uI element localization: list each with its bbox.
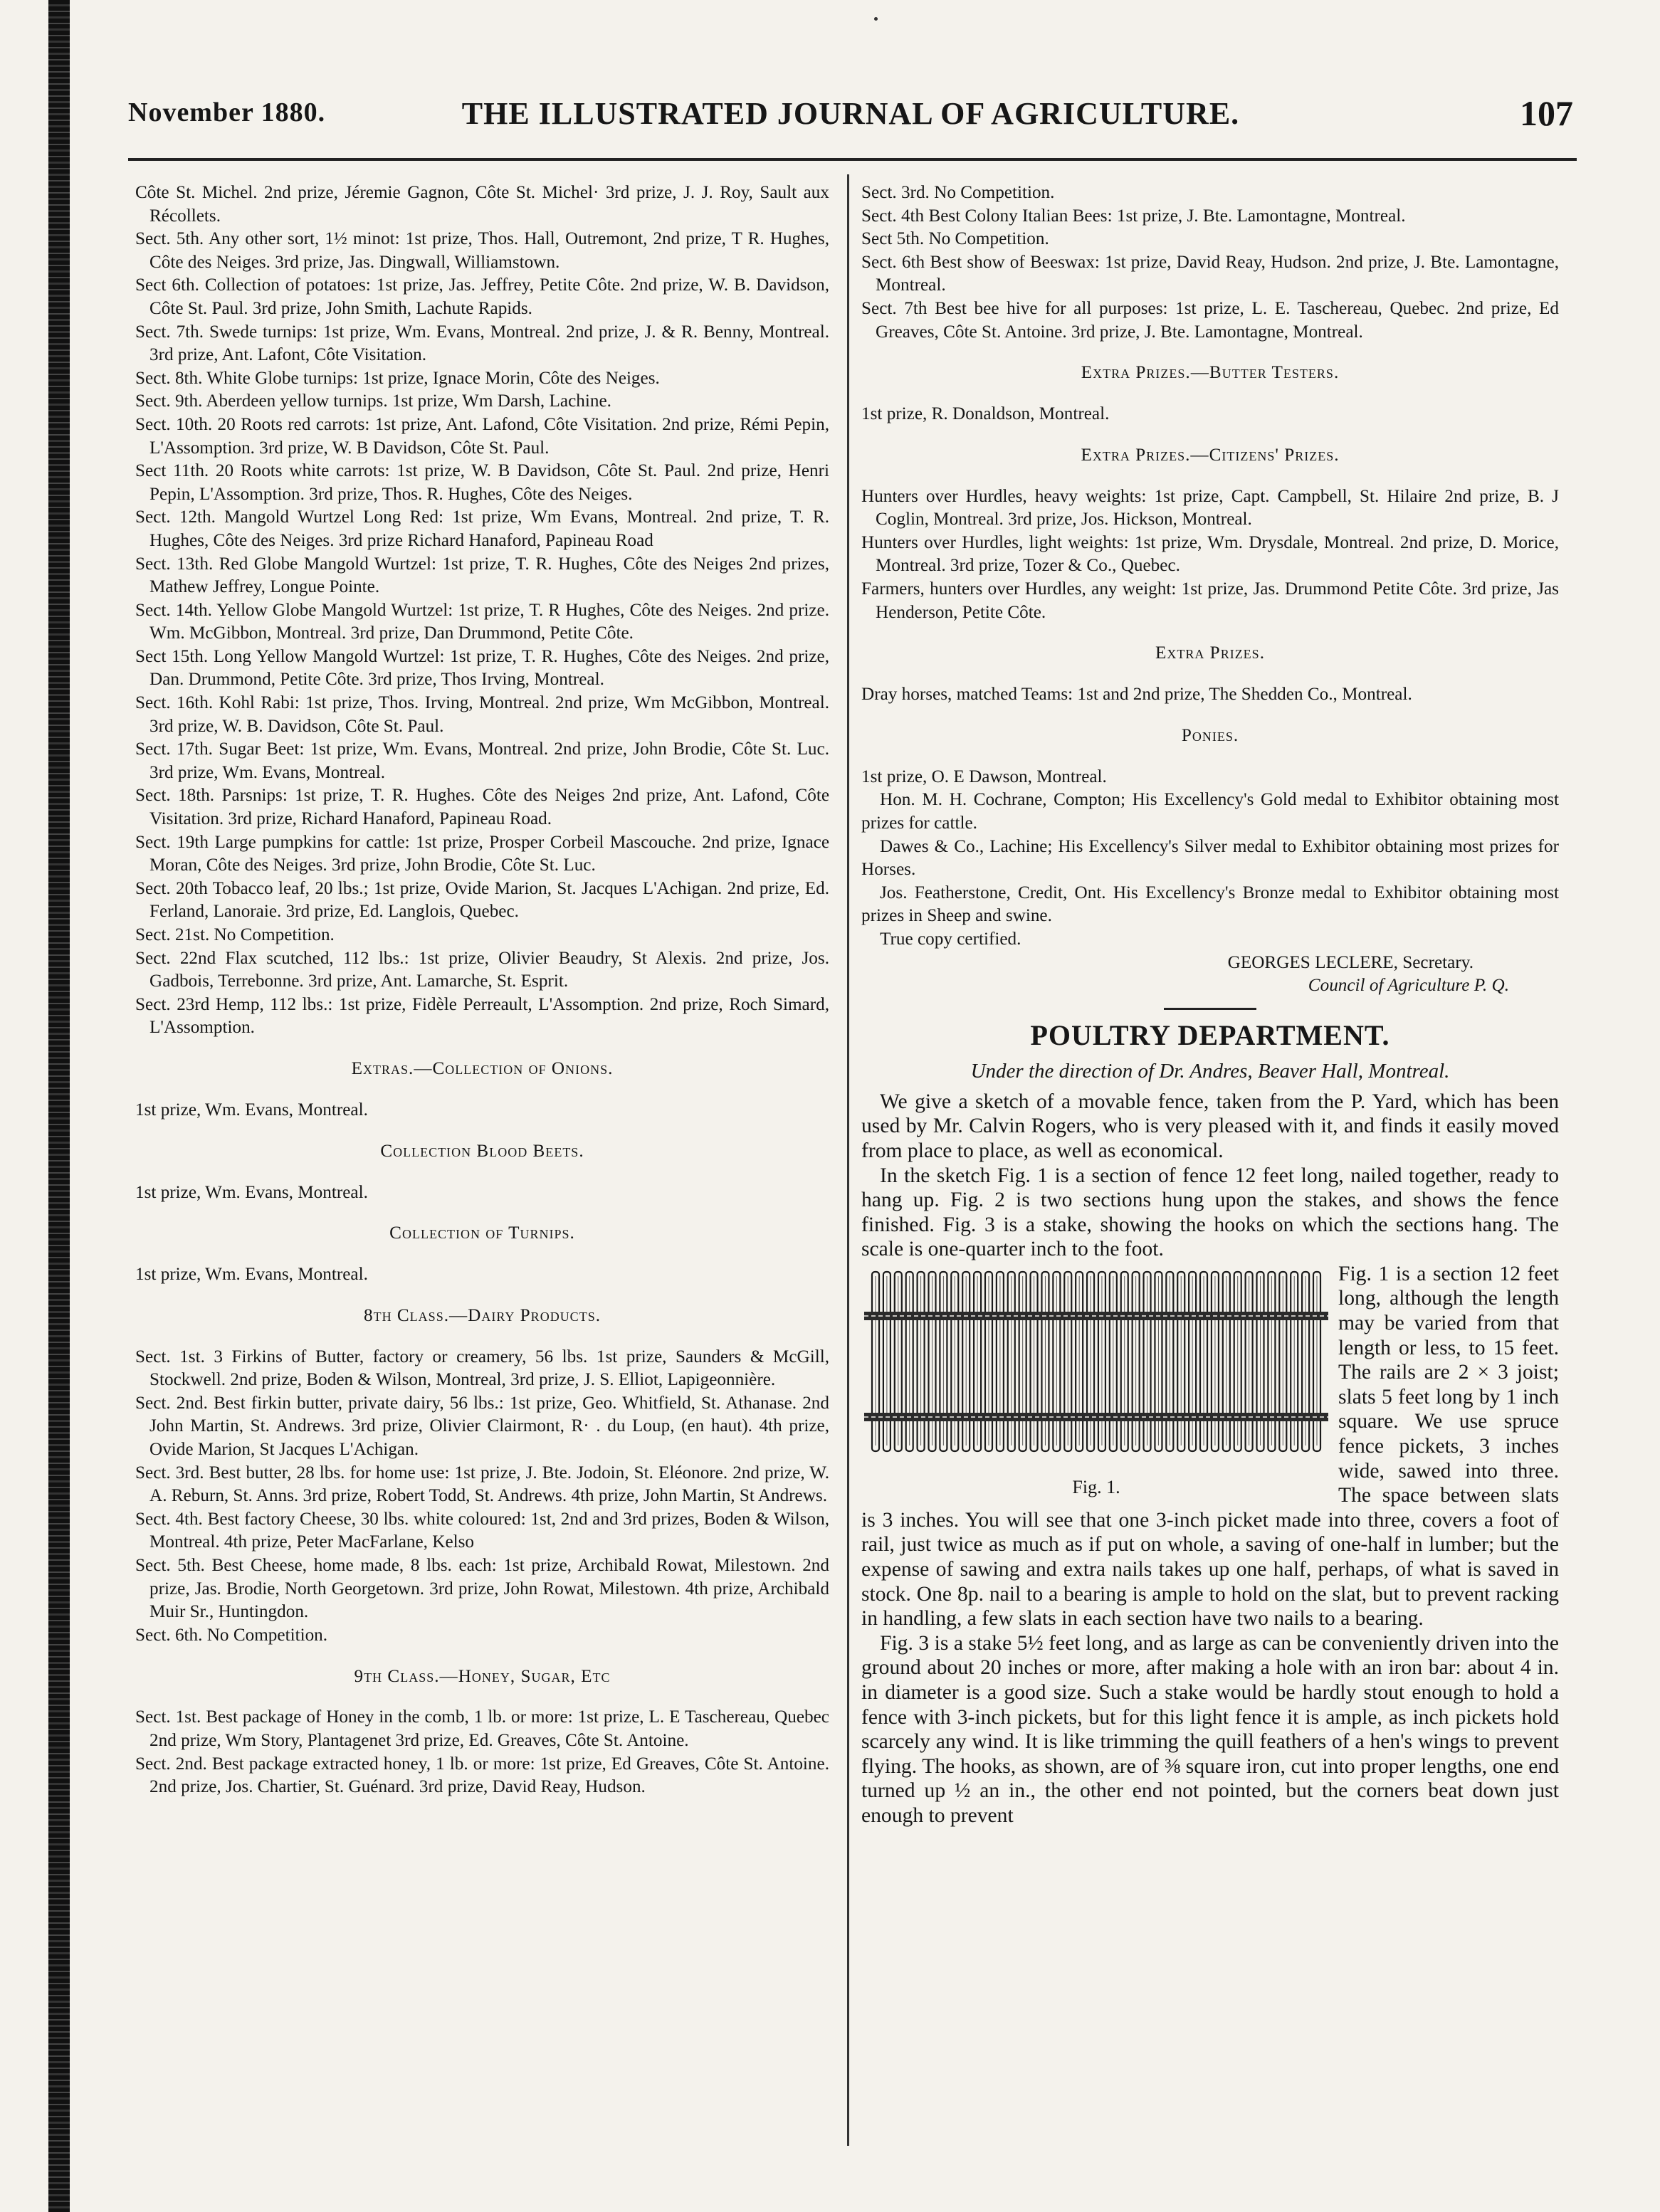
prize-entry: Sect. 5th. Any other sort, 1½ minot: 1st prize, Thos. Hall, Outremont, 2nd prize, T R. Hughes, Côte des Neiges. 3rd prize, Jas. Dingwall, Williamstown. [135, 229, 829, 272]
prize-entry: Sect. 7th Best bee hive for all purposes: 1st prize, L. E. Taschereau, Quebec. 2nd prize, Ed Greaves, Côte St. Antoine. 3rd prize, J. Bte. Lamontagne, Montreal. [861, 298, 1559, 342]
prize-entry: True copy certified. [880, 929, 1021, 949]
issue-date: November 1880. [128, 98, 326, 127]
prize-entry: Sect. 10th. 20 Roots red carrots: 1st prize, Ant. Lafond, Côte Visitation. 2nd prize, Rémi Pepin, L'Assomption. 3rd prize, W. B Davidson, Côte St. Paul. [135, 414, 829, 458]
prize-entry: Sect. 22nd Flax scutched, 112 lbs.: 1st prize, Olivier Beaudry, St Alexis. 2nd prize, Jos. Gadbois, Terrebonne. 3rd prize, Ant. Lamarche, St. Esprit. [135, 948, 829, 991]
prize-list-continued [861, 181, 1559, 998]
prize-entry: Hon. M. H. Cochrane, Compton; His Excellency's Gold medal to Exhibitor obtaining most prizes for cattle. [861, 790, 1559, 833]
prize-entry: Sect. 6th. No Competition. [135, 1625, 328, 1645]
prize-entry: Sect. 1st. Best package of Honey in the comb, 1 lb. or more: 1st prize, L. E Taschereau, Quebec 2nd prize, Wm Story, Plantagenet 3rd prize, Ed. Greaves, Côte St. Antoine. [135, 1707, 829, 1750]
fence-section-illustration [861, 1262, 1331, 1475]
speck [874, 17, 878, 21]
prize-entry: Dray horses, matched Teams: 1st and 2nd prize, The Shedden Co., Montreal. [861, 685, 1412, 705]
left-column [135, 181, 829, 1799]
prize-entry: Sect 11th. 20 Roots white carrots: 1st prize, W. B Davidson, Côte St. Paul. 2nd prize, Henri Pepin, L'Assomption. 3rd prize, Thos. R. Hughes, Côte des Neiges. [135, 461, 829, 504]
prize-entry: Sect 5th. No Competition. [861, 229, 1049, 249]
prize-entry: Sect 15th. Long Yellow Mangold Wurtzel: 1st prize, T. R. Hughes, Côte des Neiges. 2nd prize, Dan. Drummond, Petite Côte. 3rd prize, Thos Irving, Montreal. [135, 646, 829, 690]
prize-entry: GEORGES LECLERE, Secretary. [1227, 952, 1473, 972]
poultry-subtitle: Under the direction of Dr. Andres, Beaver Hall, Montreal. [970, 1059, 1450, 1083]
poultry-article [861, 1090, 1559, 1828]
prize-entry: Sect. 6th Best show of Beeswax: 1st prize, David Reay, Hudson. 2nd prize, J. Bte. Lamontagne, Montreal. [861, 252, 1559, 295]
journal-title: THE ILLUSTRATED JOURNAL OF AGRICULTURE. [461, 96, 1240, 131]
prize-entry: 1st prize, R. Donaldson, Montreal. [861, 404, 1110, 424]
prize-entry: Sect. 2nd. Best package extracted honey, 1 lb. or more: 1st prize, Ed Greaves, Côte St. Antoine. 2nd prize, Jos. Chartier, St. Guénard. 3rd prize, David Reay, Hudson. [135, 1754, 829, 1797]
section-heading: Extra Prizes. [1155, 643, 1265, 663]
prize-entry: Sect. 4th Best Colony Italian Bees: 1st prize, J. Bte. Lamontagne, Montreal. [861, 206, 1406, 226]
scan-binding-edge [48, 0, 70, 2212]
prize-entry: Sect. 17th. Sugar Beet: 1st prize, Wm. Evans, Montreal. 2nd prize, John Brodie, Côte St. Luc. 3rd prize, Wm. Evans, Montreal. [135, 739, 829, 782]
section-divider [1164, 1008, 1256, 1010]
prize-entry: Hunters over Hurdles, light weights: 1st prize, Wm. Drysdale, Montreal. 2nd prize, D. Morice, Montreal. 3rd prize, Tozer & Co., Quebec. [861, 532, 1559, 576]
column-rule [847, 174, 849, 2146]
figure-caption: Fig. 1. [1072, 1476, 1120, 1497]
prize-entry: Sect. 18th. Parsnips: 1st prize, T. R. Hughes. Côte des Neiges 2nd prize, Ant. Lafond, Côte Visitation. 3rd prize, Richard Hanaford, Papineau Road. [135, 786, 829, 829]
section-heading: Extra Prizes.—Citizens' Prizes. [1081, 445, 1340, 465]
prize-entry: Sect. 8th. White Globe turnips: 1st prize, Ignace Morin, Côte des Neiges. [135, 368, 660, 388]
prize-entry: Farmers, hunters over Hurdles, any weight: 1st prize, Jas. Drummond Petite Côte. 3rd prize, Jas Henderson, Petite Côte. [861, 579, 1559, 622]
poultry-title: POULTRY DEPARTMENT. [1030, 1018, 1390, 1051]
prize-entry: Sect. 14th. Yellow Globe Mangold Wurtzel: 1st prize, T. R Hughes, Côte des Neiges. 2nd prize. Wm. McGibbon, Montreal. 3rd prize, Dan Drummond, Petite Côte. [135, 600, 829, 643]
prize-entry: Council of Agriculture P. Q. [1308, 976, 1509, 996]
prize-entry: Sect. 7th. Swede turnips: 1st prize, Wm. Evans, Montreal. 2nd prize, J. & R. Benny, Montreal. 3rd prize, Ant. Lafont, Côte Visitation. [135, 322, 829, 365]
prize-entry: Jos. Featherstone, Credit, Ont. His Excellency's Bronze medal to Exhibitor obtaining most prizes in Sheep and swine. [861, 883, 1559, 926]
article-paragraph: Fig. 1 is a section 12 feet long, although the length may be varied from that length or less, to 15 feet. The rails are 2 × 3 joist; slats 5 feet long by 1 inch square. We use spruce fence pickets, 3 inches wide, sawed into three. The space between slats is 3 inches. You will see that one 3-inch picket made into three, covers a foot of rail, just twice as much as if put on whole, a saving of one-half in lumber; but the expense of sawing and extra nails takes up one half, perhaps, of what is saved in stock. One 8p. nail to a bearing is ample to hold on the slat, but to prevent racking in handling, a few slats in each section have two nails to a bearing. [861, 1262, 1559, 1631]
article-paragraph: We give a sketch of a movable fence, taken from the P. Yard, which has been used by Mr. Calvin Rogers, who is very pleased with it, and finds it easily moved from place to place, as well as economical. [861, 1090, 1559, 1162]
prize-entry: Hunters over Hurdles, heavy weights: 1st prize, Capt. Campbell, St. Hilaire 2nd prize, B. J Coglin, Montreal. 3rd prize, Jos. Hickson, Montreal. [861, 486, 1559, 530]
section-heading: 9th Class.—Honey, Sugar, Etc [354, 1666, 611, 1686]
section-heading: Extra Prizes.—Butter Testers. [1081, 363, 1340, 383]
prize-entry: Sect. 20th Tobacco leaf, 20 lbs.; 1st prize, Ovide Marion, St. Jacques L'Achigan. 2nd prize, Ed. Ferland, Lanoraie. 3rd prize, Ed. Langlois, Quebec. [135, 878, 829, 922]
section-heading: Ponies. [1181, 726, 1239, 745]
article-paragraph: Fig. 3 is a stake 5½ feet long, and as large as can be conveniently driven into the ground about 20 inches or more, after making a hole with an iron bar: about 4 in. in diameter is a good size. Such a stake would be hardly stout enough to hold a fence with 3-inch pickets, but for this light fence it is ample, as inch pickets hold scarcely any wind. It is like trimming the quill feathers of a hen's wings to prevent flying. The hooks, as shown, are of ⅜ square iron, cut into proper lengths, one end turned up ½ an in., the other end not pointed, but the corners beat down just enough to prevent [861, 1631, 1559, 1827]
section-heading: 8th Class.—Dairy Products. [364, 1305, 601, 1325]
prize-entry: 1st prize, Wm. Evans, Montreal. [135, 1100, 368, 1120]
prize-entry: 1st prize, O. E Dawson, Montreal. [861, 767, 1107, 786]
running-head [128, 91, 1573, 141]
prize-entry: Sect 6th. Collection of potatoes: 1st prize, Jas. Jeffrey, Petite Côte. 2nd prize, W. B. Davidson, Côte St. Paul. 3rd prize, John Smith, Lachute Rapids. [135, 275, 829, 318]
section-heading: Extras.—Collection of Onions. [351, 1059, 614, 1079]
prize-entry: Sect. 1st. 3 Firkins of Butter, factory or creamery, 56 lbs. 1st prize, Saunders & McGill, Stockwell. 2nd prize, Boden & Wilson, Montreal, 3rd prize, J. S. Elliot, Lapigeonnière. [135, 1347, 829, 1390]
article-paragraph: In the sketch Fig. 1 is a section of fence 12 feet long, nailed together, ready to hang up. Fig. 2 is two sections hung upon the stakes, and shows the fence finished. Fig. 3 is a stake, showing the hooks on which the sections hang. The scale is one-quarter inch to the foot. [861, 1164, 1559, 1261]
header-rule [128, 158, 1577, 161]
prize-entry: Sect. 12th. Mangold Wurtzel Long Red: 1st prize, Wm Evans, Montreal. 2nd prize, T. R. Hughes, Côte des Neiges. 3rd prize Richard Hanaford, Papineau Road [135, 507, 829, 550]
prize-entry: Sect. 5th. Best Cheese, home made, 8 lbs. each: 1st prize, Archibald Rowat, Milestown. 2nd prize, Jas. Brodie, North Georgetown. 3rd prize, John Rowat, Milestown. 4th prize, Archibald Muir Sr., Huntingdon. [135, 1555, 829, 1622]
section-heading: Collection of Turnips. [389, 1223, 575, 1243]
right-column [861, 181, 1559, 1828]
prize-entry: Sect. 3rd. No Competition. [861, 183, 1055, 202]
prize-entry: Sect. 3rd. Best butter, 28 lbs. for home use: 1st prize, J. Bte. Jodoin, St. Eléonore. 2nd prize, W. A. Reburn, St. Anns. 3rd prize, Robert Todd, St. Andrews. 4th prize, John Martin, St Andrews. [135, 1463, 829, 1506]
prize-entry: Sect. 2nd. Best firkin butter, private dairy, 56 lbs.: 1st prize, Geo. Whitfield, St. Athanase. 2nd John Martin, St. Andrews. 3rd prize, Olivier Clairmont, R· . du Loup, (en haut). 4th prize, Ovide Marion, St Jacques L'Achigan. [135, 1393, 829, 1459]
prize-entry: 1st prize, Wm. Evans, Montreal. [135, 1265, 368, 1285]
prize-entry: Sect. 19th Large pumpkins for cattle: 1st prize, Prosper Corbeil Mascouche. 2nd prize, Ignace Moran, Côte des Neiges. 3rd prize, John Brodie, Côte St. Luc. [135, 832, 829, 875]
prize-entry: Sect. 4th. Best factory Cheese, 30 lbs. white coloured: 1st, 2nd and 3rd prizes, Boden & Wilson, Montreal. 4th prize, Peter MacFarlane, Kelso [135, 1509, 829, 1552]
page-number: 107 [1520, 93, 1573, 133]
prize-entry: Côte St. Michel. 2nd prize, Jéremie Gagnon, Côte St. Michel· 3rd prize, J. J. Roy, Sault aux Récollets. [135, 183, 829, 226]
figure-1 [861, 1262, 1331, 1502]
prize-entry: Sect. 21st. No Competition. [135, 925, 335, 944]
section-heading: Collection Blood Beets. [380, 1141, 584, 1161]
prize-entry: 1st prize, Wm. Evans, Montreal. [135, 1182, 368, 1202]
prize-entry: Dawes & Co., Lachine; His Excellency's Silver medal to Exhibitor obtaining most prizes for Horses. [861, 836, 1559, 880]
prize-entry: Sect. 9th. Aberdeen yellow turnips. 1st prize, Wm Darsh, Lachine. [135, 391, 611, 411]
prize-entry: Sect. 16th. Kohl Rabi: 1st prize, Thos. Irving, Montreal. 2nd prize, Wm McGibbon, Montreal. 3rd prize, W. B. Davidson, Côte St. Paul. [135, 693, 829, 736]
prize-entry: Sect. 13th. Red Globe Mangold Wurtzel: 1st prize, T. R. Hughes, Côte des Neiges 2nd prizes, Mathew Jeffrey, Longue Pointe. [135, 554, 829, 597]
prize-entry: Sect. 23rd Hemp, 112 lbs.: 1st prize, Fidèle Perreault, L'Assomption. 2nd prize, Roch Simard, L'Assomption. [135, 994, 829, 1038]
